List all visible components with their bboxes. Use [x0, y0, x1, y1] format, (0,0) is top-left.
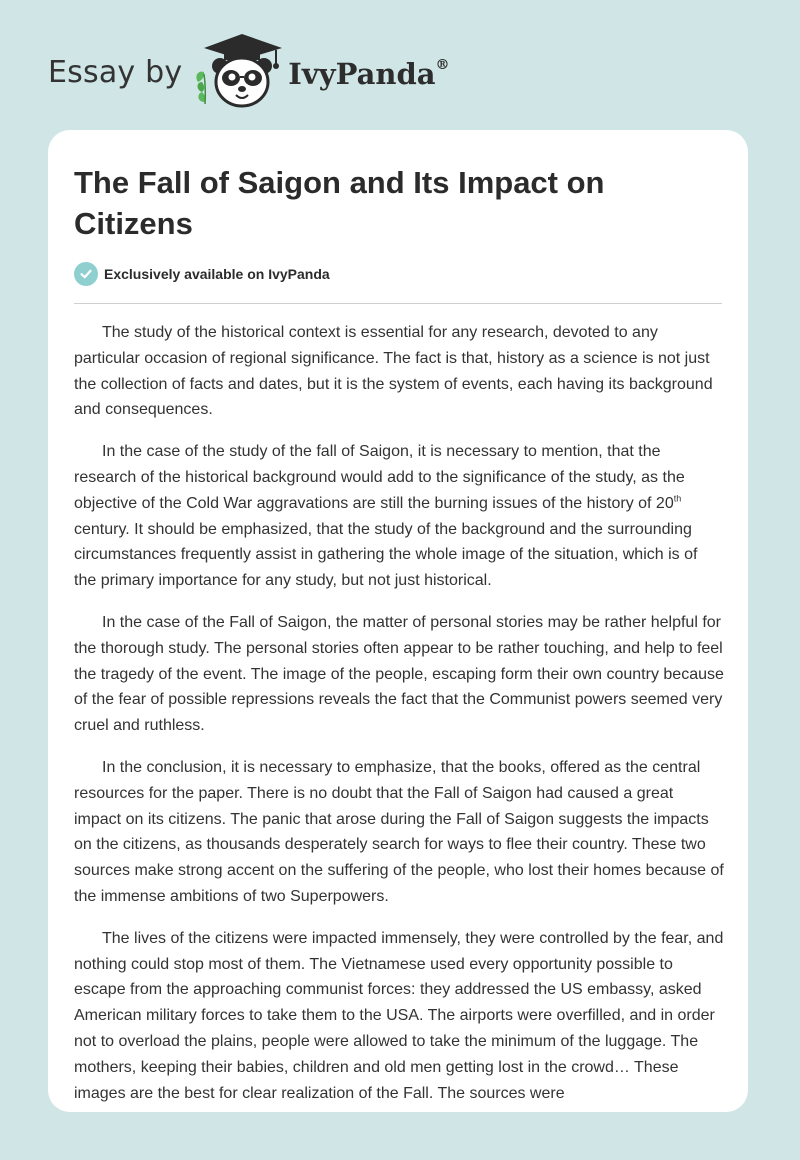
paragraph-5: The lives of the citizens were impacted immensely, they were controlled by the fear, and nothing could stop most of them. The Vietnamese used every opportunity possible to escape from the approaching communist forces: they addressed the US embassy, asked American military forces to take them to the USA. The airports were overfilled, and in order not to overload the plains, people were allowed to take the minimum of the luggage. The mothers, keeping their babies, children and old men getting lost in the crowd… These images are the best for clear realization of the Fall. The sources were — [74, 929, 724, 1102]
title-divider — [74, 303, 722, 304]
exclusive-badge — [74, 262, 330, 286]
exclusive-badge-text: Exclusively available on IvyPanda — [104, 266, 330, 282]
article-body — [74, 320, 724, 1112]
paragraph-4: In the conclusion, it is necessary to emphasize, that the books, offered as the central resources for the paper. There is no doubt that the Fall of Saigon had caused a great impact on its citizens. The panic that arose during the Fall of Saigon suggests the impacts on the citizens, as thousands desperately search for ways to flee their country. These two sources make strong accent on the suffering of the people, who lost their homes because of the immense ambitions of two Superpowers. — [74, 758, 724, 905]
paragraph-2: In the case of the study of the fall of Saigon, it is necessary to mention, that the research of the historical background would add to the significance of the study, as the objective of the Cold War aggravations are still the burning issues of the history of 20th century. It should be emphasized, that the study of the background and the surrounding circumstances frequently assist in gathering the whole image of the situation, which is of the primary importance for any study, but not just historical. — [74, 443, 698, 590]
check-circle-icon — [74, 262, 98, 286]
paragraph-1: The study of the historical context is essential for any research, devoted to any particular occasion of regional significance. The fact is that, history as a science is not just the collection of facts and dates, but it is the system of events, each having its background and consequences. — [74, 324, 713, 419]
ordinal-suffix: th — [673, 493, 682, 504]
registered-mark: ® — [435, 57, 450, 74]
brand-name: IvyPanda® — [288, 57, 450, 91]
panda-graduate-icon — [192, 30, 284, 110]
brand-header — [48, 30, 450, 110]
article-card — [48, 130, 748, 1112]
paragraph-3: In the case of the Fall of Saigon, the matter of personal stories may be rather helpful for the thorough study. The personal stories often appear to be rather touching, and help to feel the tragedy of the event. The image of the people, escaping form their own country because of the fear of possible repressions reveals the fact that the Communist powers seemed very cruel and ruthless. — [74, 613, 724, 735]
article-title: The Fall of Saigon and Its Impact on Citizens — [74, 165, 605, 241]
brand-prefix: Essay by — [48, 54, 183, 90]
